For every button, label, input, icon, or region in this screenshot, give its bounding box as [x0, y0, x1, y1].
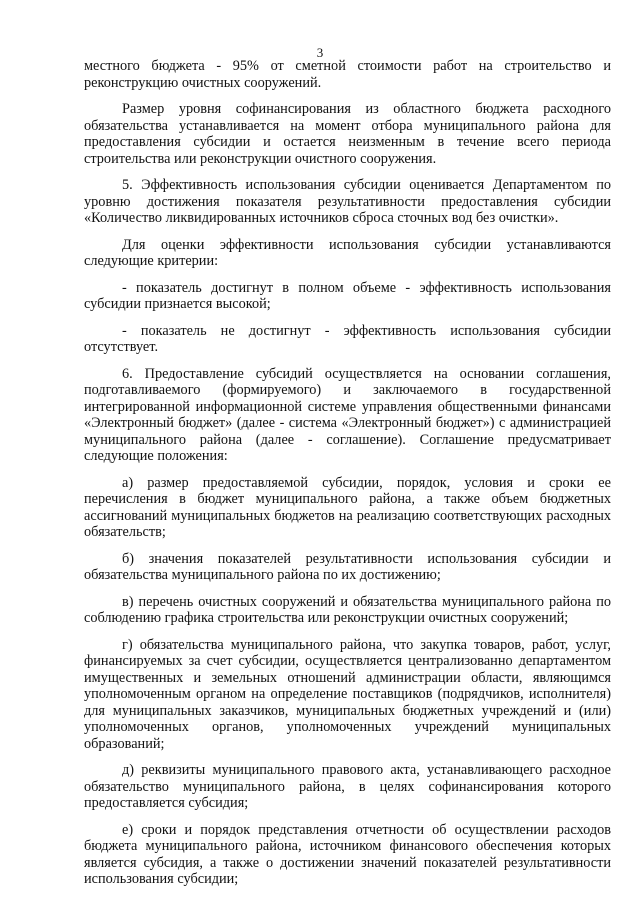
page-number: 3 — [316, 45, 324, 60]
paragraph-subitem-g: г) обязательства муниципального района, что закупка товаров, работ, услуг, финансируемых за счет субсидии, осуществляется централизованно департаментом имущественных и земельных отношений администрации области, являющимся уполномоченным органом на определение поставщиков (подрядчиков, исполнителя) для муниципальных заказчиков, муниципальных бюджетных учреждений и (или) уполномоченных органов, уполномоченных учреждений муниципальных образований; — [84, 636, 611, 752]
paragraph-subitem-v: в) перечень очистных сооружений и обязательства муниципального района по соблюдению графика строительства или реконструкции очистных сооружений; — [84, 593, 611, 626]
paragraph-continuation: местного бюджета - 95% от сметной стоимости работ на строительство и реконструкцию очистных сооружений. — [84, 58, 611, 91]
paragraph-subitem-a: а) размер предоставляемой субсидии, порядок, условия и сроки ее перечисления в бюджет муниципального района, а также объем бюджетных ассигнований муниципальных бюджетов на реализацию соответствующих расходных обязательств; — [84, 474, 611, 540]
paragraph-criterion-none: - показатель не достигнут - эффективность использования субсидии отсутствует. — [84, 322, 611, 355]
document-body — [84, 58, 611, 888]
paragraph-criterion-high: - показатель достигнут в полном объеме - эффективность использования субсидии признается высокой; — [84, 279, 611, 312]
paragraph-item-6: 6. Предоставление субсидий осуществляется на основании соглашения, подготавливаемого (формируемого) и заключаемого в государственной интегрированной информационной системе управления общественными финансами «Электронный бюджет» (далее - система «Электронный бюджет») с администрацией муниципального района (далее - соглашение). Соглашение предусматривает следующие положения: — [84, 365, 611, 464]
paragraph-item-5: 5. Эффективность использования субсидии оценивается Департаментом по уровню достижения показателя результативности предоставления субсидии «Количество ликвидированных источников сброса сточных вод без очистки». — [84, 177, 611, 226]
paragraph-subitem-d: д) реквизиты муниципального правового акта, устанавливающего расходное обязательство муниципального района, в целях софинансирования которого предоставляется субсидия; — [84, 762, 611, 811]
paragraph-criteria-intro: Для оценки эффективности использования субсидии устанавливаются следующие критерии: — [84, 236, 611, 269]
paragraph-subitem-e: е) сроки и порядок представления отчетности об осуществлении расходов бюджета муниципального района, источником финансового обеспечения которых является субсидия, а также о достижении значений показателей результативности использования субсидии; — [84, 821, 611, 887]
paragraph-cofinancing-level: Размер уровня софинансирования из областного бюджета расходного обязательства устанавливается на момент отбора муниципального района для предоставления субсидии и остается неизменным в течение всего периода строительства или реконструкции очистного сооружения. — [84, 101, 611, 167]
paragraph-subitem-b: б) значения показателей результативности использования субсидии и обязательства муниципального района по их достижению; — [84, 550, 611, 583]
